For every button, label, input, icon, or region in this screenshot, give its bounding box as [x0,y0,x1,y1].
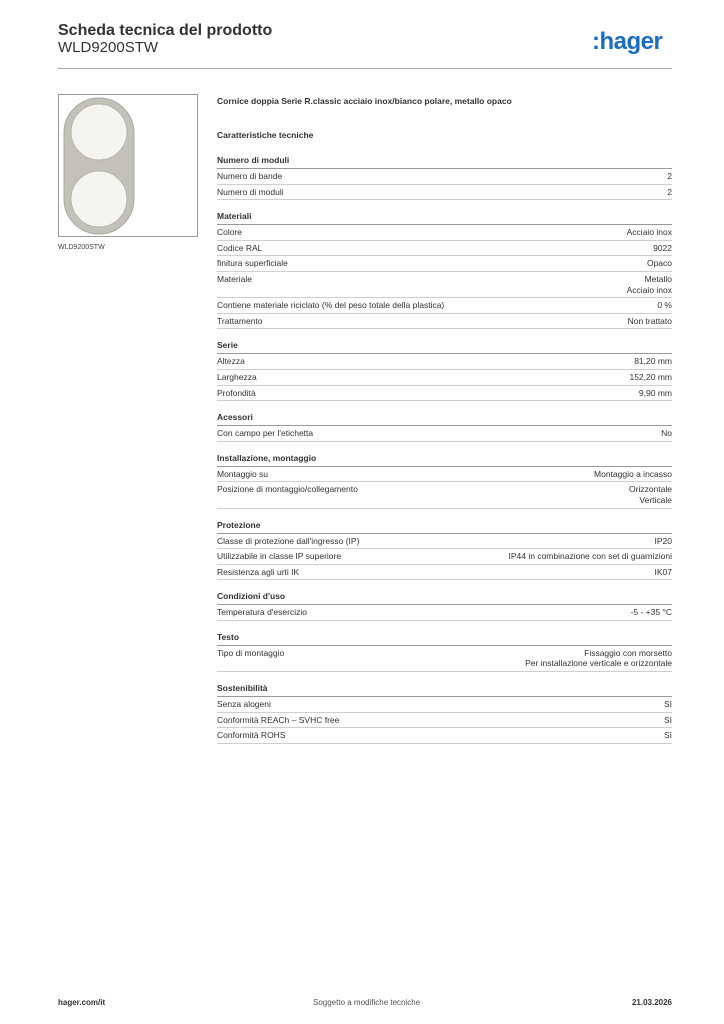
spec-value-line: Metallo [644,273,672,284]
spec-label: Trattamento [217,315,263,326]
spec-label: Temperatura d'esercizio [217,607,307,618]
spec-section [217,412,672,442]
spec-label: Posizione di montaggio/collegamento [217,484,358,495]
spec-section [217,632,672,672]
section-title: Materiali [217,211,672,225]
spec-value [667,171,672,182]
section-title: Numero di moduli [217,155,672,169]
hager-logo[interactable]: :hager [592,28,663,55]
spec-value-line: Acciaio inox [626,227,672,238]
spec-value-line: Orizzontale [629,484,672,495]
spec-value [627,227,672,238]
footer-date: 21.03.2026 [631,998,672,1007]
spec-label: Profondità [217,387,256,398]
spec-row [217,534,672,550]
spec-label: Resistenza agli urti IK [217,566,300,577]
spec-content [217,96,672,755]
spec-label: Classe di protezione dall'ingresso (IP) [217,535,360,546]
spec-value [509,551,673,562]
spec-value [664,730,672,741]
spec-section [217,520,672,581]
spec-value-line: Verticale [639,494,672,505]
spec-value-line: Sì [663,730,672,741]
double-frame-image [59,95,197,236]
section-title: Sostenibilità [217,683,672,697]
spec-value-line: IK07 [654,566,672,577]
spec-value-line: Montaggio a incasso [594,468,672,479]
spec-sections [217,155,672,744]
spec-value-line: 2 [667,171,672,181]
spec-value-line: No [661,428,672,439]
product-image-frame [58,94,198,237]
spec-label: Conformità REACh – SVHC free [217,714,340,725]
page-title: Scheda tecnica del prodotto [58,22,273,39]
spec-value [629,484,672,505]
section-title: Installazione, montaggio [217,453,672,467]
spec-row [217,426,672,442]
spec-row [217,354,672,370]
spec-value-line: 2 [667,186,672,197]
spec-value-line: 9022 [653,242,672,253]
spec-row [217,565,672,581]
spec-value-line: Sì [663,699,672,710]
spec-label: Numero di bande [217,171,283,181]
spec-value [655,567,673,578]
section-title: Serie [217,340,672,354]
spec-label: Codice RAL [217,242,263,253]
spec-value-line: Per installazione verticale e orizzontale [525,658,672,669]
spec-label: finitura superficiale [217,258,288,269]
spec-value [661,428,672,439]
section-title: Protezione [217,520,672,534]
spec-row [217,185,672,201]
spec-label: Senza alogeni [217,699,271,710]
spec-label: Montaggio su [217,468,269,479]
spec-value-line: IP20 [654,535,672,546]
spec-label: Colore [217,227,243,238]
spec-value [647,258,672,269]
image-caption: WLD9200STW [58,244,105,251]
spec-value [631,607,672,618]
spec-value-line: Sì [663,714,672,725]
spec-value [629,372,672,383]
spec-row [217,482,672,508]
spec-row [217,386,672,402]
spec-value [657,300,672,311]
spec-label: Tipo di montaggio [217,647,285,658]
spec-value-line: 0 % [657,300,672,311]
spec-row [217,272,672,298]
spec-section [217,155,672,200]
spec-row [217,467,672,483]
spec-value-line: 9,90 mm [638,387,672,398]
spec-label: Altezza [217,356,245,367]
spec-value-line: Opaco [646,258,672,269]
spec-value [639,388,672,399]
spec-value [628,316,672,327]
spec-row [217,256,672,272]
spec-row [217,298,672,314]
product-code: WLD9200STW [58,39,159,56]
spec-section [217,211,672,329]
spec-value-line: IP44 in combinazione con set di guarnizioni [508,551,672,562]
spec-row [217,713,672,729]
spec-value-line: -5 - +35 °C [630,607,672,618]
spec-row [217,549,672,565]
spec-value [653,243,672,254]
spec-label: Conformità ROHS [217,730,286,741]
section-title: Testo [217,632,672,646]
spec-label: Numero di moduli [217,186,284,197]
spec-value [664,715,672,726]
section-title: Condizioni d'uso [217,591,672,605]
spec-row [217,225,672,241]
spec-value-line: 152,20 mm [629,371,672,382]
section-title: Acessori [217,412,672,426]
spec-value [627,274,672,295]
footer-note: Soggetto a modifiche tecniche [313,998,421,1007]
spec-section [217,683,672,744]
header-divider [58,68,672,69]
spec-value [594,469,672,480]
product-description: Cornice doppia Serie R.classic acciaio inox/bianco polare, metallo opaco [217,96,512,106]
spec-label: Contiene materiale riciclato (% del peso totale della plastica) [217,300,445,311]
spec-row [217,370,672,386]
spec-row [217,169,672,185]
spec-section [217,591,672,621]
spec-value [664,699,672,710]
tech-title: Caratteristiche tecniche [217,130,314,140]
spec-value [655,536,673,547]
spec-row [217,314,672,330]
spec-row [217,697,672,713]
spec-label: Larghezza [217,371,257,382]
spec-label: Materiale [217,273,252,284]
spec-value [525,648,672,669]
spec-value-line: Non trattato [627,315,672,326]
spec-value [634,356,672,367]
spec-row [217,646,672,672]
spec-label: Utilizzabile in classe IP superiore [217,551,342,562]
spec-row [217,605,672,621]
spec-label: Con campo per l'etichetta [217,428,314,439]
spec-section [217,340,672,401]
spec-section [217,453,672,509]
spec-row [217,241,672,257]
spec-value-line: Fissaggio con morsetto [584,647,672,658]
spec-value-line: 81,20 mm [634,356,672,367]
spec-value [667,187,672,198]
spec-row [217,728,672,744]
footer-website-link[interactable]: hager.com/it [58,998,106,1007]
spec-value-line: Acciaio inox [626,284,672,295]
